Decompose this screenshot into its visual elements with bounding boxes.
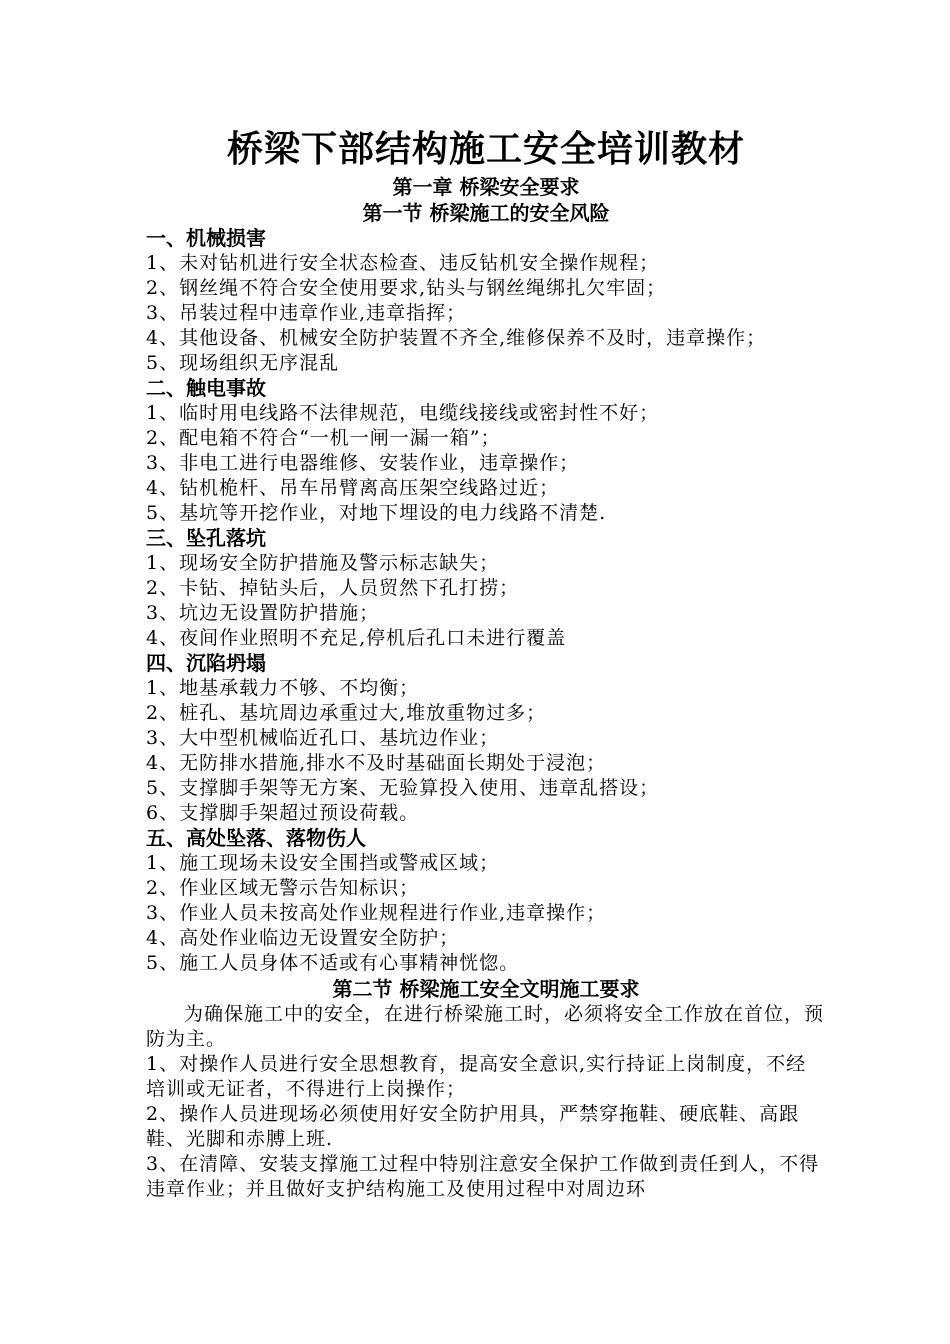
group-heading: 三、坠孔落坑 xyxy=(146,526,266,550)
intro-paragraph: 为确保施工中的安全，在进行桥梁施工时，必须将安全工作放在首位，预防为主。 xyxy=(146,1003,825,1050)
group-heading: 二、触电事故 xyxy=(146,376,266,400)
list-item: 1、地基承载力不够、不均衡； xyxy=(146,677,420,699)
list-item: 1、临时用电线路不法律规范，电缆线接线或密封性不好； xyxy=(146,402,660,424)
list-item: 1、施工现场未设安全围挡或警戒区域； xyxy=(146,852,500,874)
list-item: 3、吊装过程中违章作业,违章指挥； xyxy=(146,302,467,324)
section-heading: 第二节 桥梁施工安全文明施工要求 xyxy=(332,977,640,1001)
list-item: 3、大中型机械临近孔口、基坑边作业； xyxy=(146,727,500,749)
list-item: 5、支撑脚手架等无方案、无验算投入使用、违章乱搭设； xyxy=(146,777,660,799)
list-item: 4、其他设备、机械安全防护装置不齐全,维修保养不及时，违章操作； xyxy=(146,327,767,349)
list-item: 2、卡钻、掉钻头后，人员贸然下孔打捞； xyxy=(146,577,520,599)
list-item: 2、钢丝绳不符合安全使用要求,钻头与钢丝绳绑扎欠牢固； xyxy=(146,277,667,299)
risk-group xyxy=(146,526,826,651)
group-heading: 四、沉陷坍塌 xyxy=(146,651,266,675)
list-item: 2、作业区域无警示告知标识； xyxy=(146,877,420,899)
risk-group xyxy=(146,226,826,376)
list-item: 2、桩孔、基坑周边承重过大,堆放重物过多； xyxy=(146,702,547,724)
group-heading: 五、高处坠落、落物伤人 xyxy=(146,826,366,850)
list-item: 5、施工人员身体不适或有心事精神恍惚。 xyxy=(146,952,520,974)
requirement-item: 2、操作人员进现场必须使用好安全防护用具，严禁穿拖鞋、硬底鞋、高跟鞋、光脚和赤膊上班. xyxy=(146,1103,800,1150)
list-item: 5、现场组织无序混乱 xyxy=(146,352,340,374)
list-item: 1、现场安全防护措施及警示标志缺失； xyxy=(146,552,500,574)
document-title: 桥梁下部结构施工安全培训教材 xyxy=(226,128,745,170)
risk-group xyxy=(146,376,826,526)
group-heading: 一、机械损害 xyxy=(146,226,266,250)
document-page xyxy=(146,126,826,1202)
list-item: 3、作业人员未按高处作业规程进行作业,违章操作； xyxy=(146,902,607,924)
list-item: 4、夜间作业照明不充足,停机后孔口未进行覆盖 xyxy=(146,627,567,649)
list-item: 5、基坑等开挖作业，对地下埋设的电力线路不清楚. xyxy=(146,502,607,524)
chapter-heading: 第一章 桥梁安全要求 xyxy=(392,175,580,199)
list-item: 6、支撑脚手架超过预设荷载。 xyxy=(146,802,420,824)
list-item: 1、未对钻机进行安全状态检查、违反钻机安全操作规程； xyxy=(146,252,660,274)
risk-group xyxy=(146,651,826,826)
list-item: 3、坑边无设置防护措施； xyxy=(146,602,380,624)
list-item: 4、高处作业临边无设置安全防护； xyxy=(146,927,460,949)
risk-group xyxy=(146,826,826,976)
requirement-item: 1、对操作人员进行安全思想教育，提高安全意识,实行持证上岗制度，不经培训或无证者，不得进行上岗操作； xyxy=(146,1053,807,1100)
list-item: 3、非电工进行电器维修、安装作业，违章操作； xyxy=(146,452,580,474)
list-item: 2、配电箱不符合“一机一闸一漏一箱”； xyxy=(146,427,501,449)
section-heading: 第一节 桥梁施工的安全风险 xyxy=(362,201,610,225)
requirement-item: 3、在清障、安装支撑施工过程中特别注意安全保护工作做到责任到人，不得违章作业；并且做好支护结构施工及使用过程中对周边环 xyxy=(146,1153,820,1200)
list-item: 4、无防排水措施,排水不及时基础面长期处于浸泡； xyxy=(146,752,607,774)
list-item: 4、钻机桅杆、吊车吊臂离高压架空线路过近； xyxy=(146,477,560,499)
